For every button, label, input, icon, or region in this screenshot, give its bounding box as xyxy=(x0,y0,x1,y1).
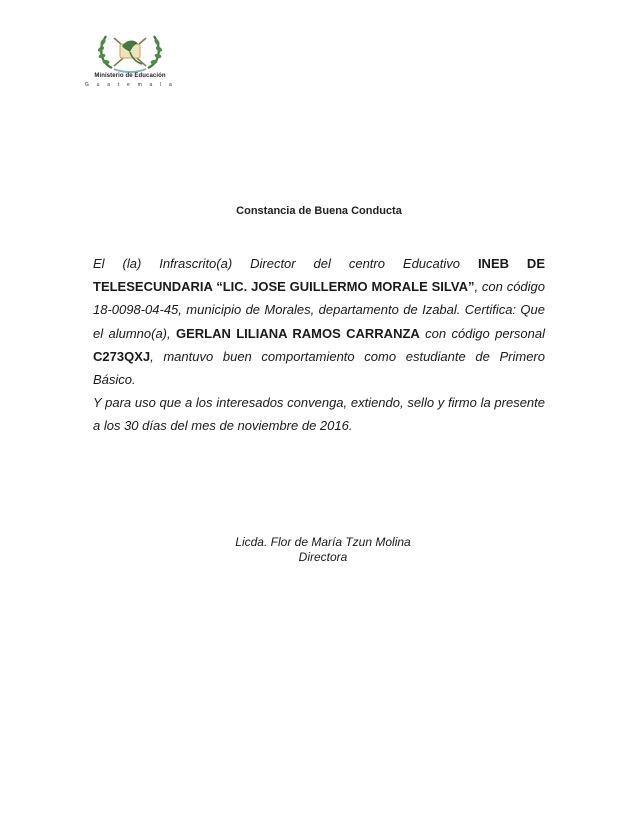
signature-block xyxy=(0,535,638,565)
ministry-name: Ministerio de Educación xyxy=(94,73,166,79)
closing-paragraph: Y para uso que a los interesados convenga, extiendo, sello y firmo la presente a los 30 días del mes de noviembre de 2016. xyxy=(93,395,545,434)
certification-paragraph xyxy=(93,252,545,391)
code-label-text: con código personal xyxy=(419,325,545,341)
student-code: C273QXJ xyxy=(93,348,151,364)
signer-name: Licda. Flor de María Tzun Molina xyxy=(235,535,411,549)
certificate-body xyxy=(93,252,545,438)
ministry-logo xyxy=(84,28,176,98)
intro-text: El (la) Infrascrito(a) Director del centro Educativo xyxy=(93,256,478,271)
school-name: INEB DE TELESECUNDARIA “LIC. JOSE GUILLERMO MORALE SILVA” xyxy=(93,256,545,295)
guatemala-coat-of-arms-icon xyxy=(92,28,168,74)
document-title: Constancia de Buena Conducta xyxy=(236,205,402,217)
country-name: G u a t e m a l a xyxy=(85,82,175,88)
location-text: , con código 18-0098-04-45, municipio de Morales, departamento de Izabal. Certifica: Que el alumno(a), xyxy=(93,279,546,341)
conduct-text: , mantuvo buen comportamiento como estudiante de Primero Básico. xyxy=(93,348,545,388)
student-name: GERLAN LILIANA RAMOS CARRANZA xyxy=(175,325,420,341)
signer-role: Directora xyxy=(298,550,348,564)
